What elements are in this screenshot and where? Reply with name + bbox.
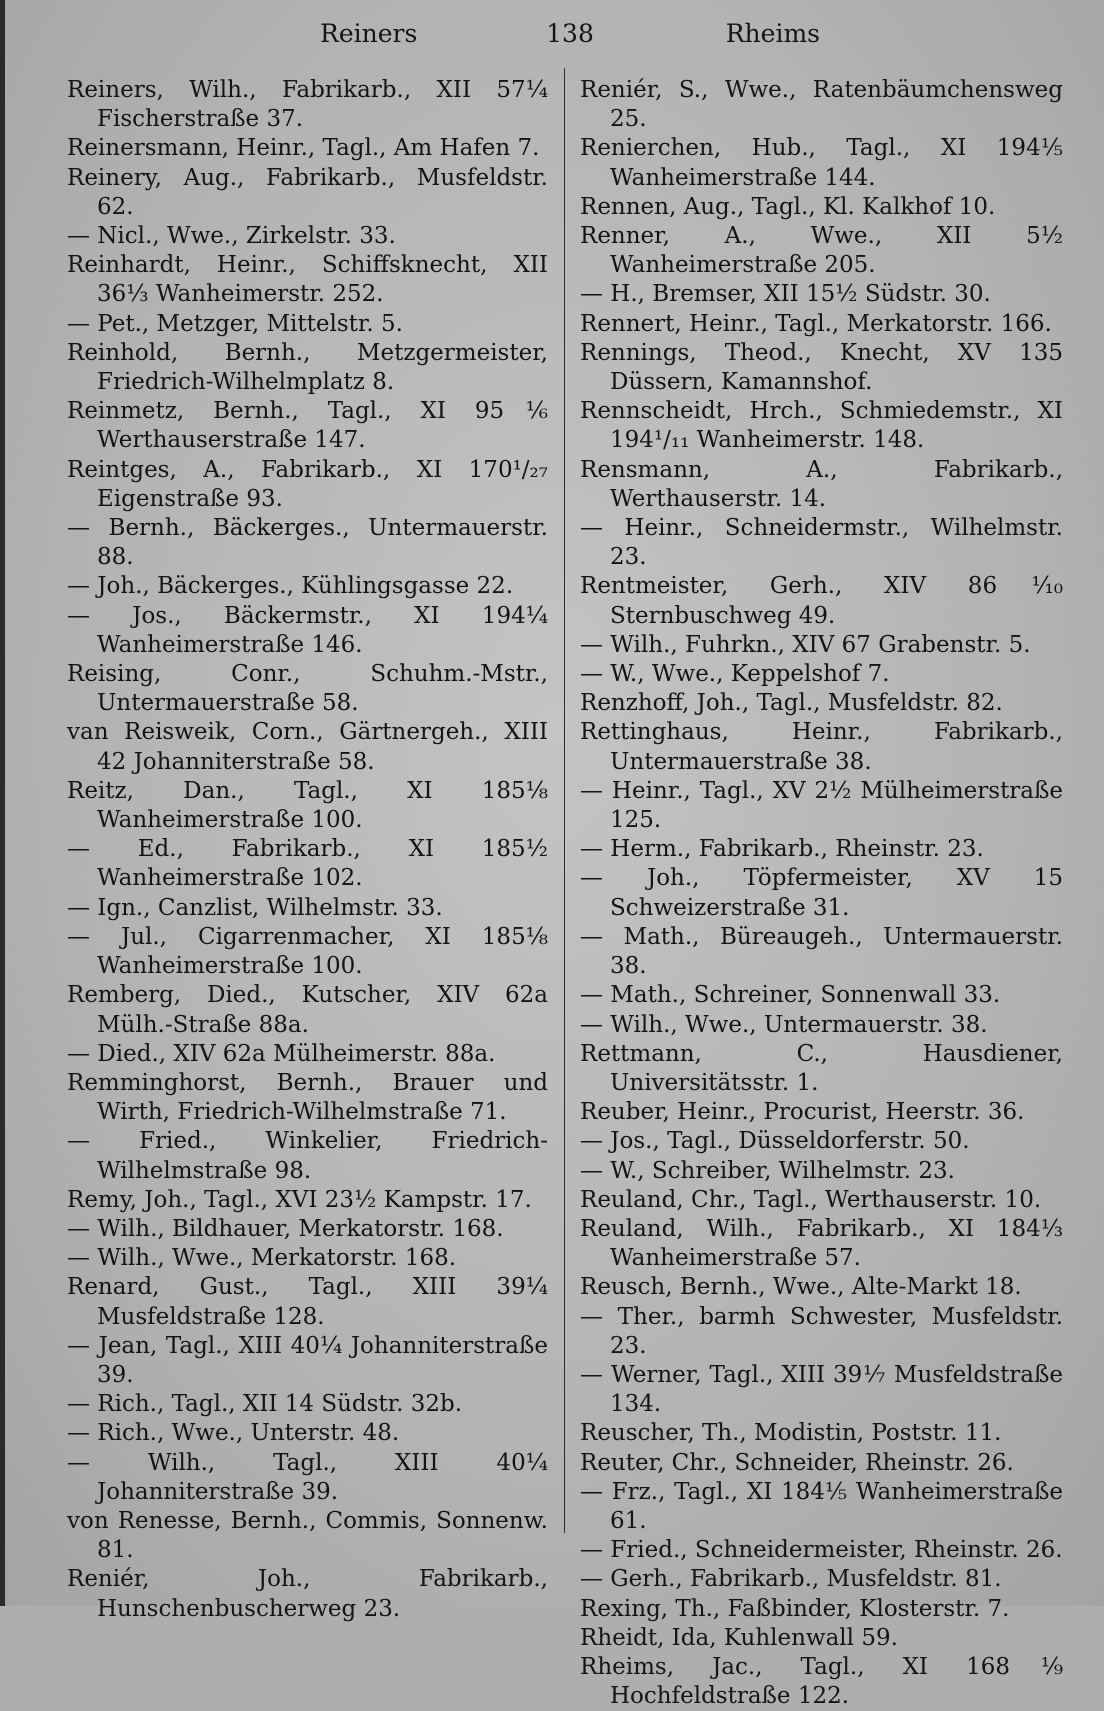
directory-entry: — Math., Büreaugeh., Untermauerstr. 38. xyxy=(580,923,1063,980)
directory-entry: — Wilh., Wwe., Untermauerstr. 38. xyxy=(580,1011,988,1038)
directory-entry: Rettinghaus, Heinr., Fabrikarb., Untermauerstraße 38. xyxy=(580,719,1063,775)
directory-entry: — Werner, Tagl., XIII 39⅐ Musfeldstraße 134. xyxy=(580,1361,1063,1418)
directory-entry: Reuber, Heinr., Procurist, Heerstr. 36. xyxy=(580,1099,1025,1126)
directory-entry: — Heinr., Tagl., XV 2½ Mülheimerstraße 125. xyxy=(580,777,1063,834)
directory-entry: Rentmeister, Gerh., XIV 86⅒ Sternbuschweg 49. xyxy=(580,573,1063,629)
directory-entry: Reuland, Wilh., Fabrikarb., XI 184⅓ Wanheimerstraße 57. xyxy=(580,1215,1063,1272)
directory-entry: — H., Bremser, XII 15½ Südstr. 30. xyxy=(580,281,991,308)
directory-entry: — Gerh., Fabrikarb., Musfeldstr. 81. xyxy=(580,1566,1002,1593)
directory-entry: Reising, Conr., Schuhm.-Mstr., Untermauerstraße 58. xyxy=(67,661,548,717)
directory-entry: Reusch, Bernh., Wwe., Alte-Markt 18. xyxy=(580,1274,1022,1301)
directory-entry: Renzhoff, Joh., Tagl., Musfeldstr. 82. xyxy=(580,690,1003,717)
directory-entry: Rennen, Aug., Tagl., Kl. Kalkhof 10. xyxy=(580,193,996,220)
directory-entry: Rensmann, A., Fabrikarb., Werthauserstr. 14. xyxy=(580,456,1063,512)
directory-entry: — W., Wwe., Keppelshof 7. xyxy=(580,661,890,688)
directory-entry: — W., Schreiber, Wilhelmstr. 23. xyxy=(580,1157,955,1184)
left-column xyxy=(67,76,548,1624)
directory-entry: — Rich., Tagl., XII 14 Südstr. 32b. xyxy=(67,1391,463,1418)
directory-entry: — Ed., Fabrikarb., XI 185½ Wanheimerstraße 102. xyxy=(67,836,548,892)
directory-entry: — Heinr., Schneidermstr., Wilhelmstr. 23. xyxy=(580,515,1063,571)
column-divider xyxy=(564,68,565,1533)
directory-entry: — Nicl., Wwe., Zirkelstr. 33. xyxy=(67,223,396,250)
directory-entry: Reinhold, Bernh., Metzgermeister, Friedrich-Wilhelmplatz 8. xyxy=(67,339,548,396)
directory-entry: Remy, Joh., Tagl., XVI 23½ Kampstr. 17. xyxy=(67,1186,532,1213)
directory-entry: — Fried., Schneidermeister, Rheinstr. 26. xyxy=(580,1537,1063,1564)
directory-entry: Renard, Gust., Tagl., XIII 39¼ Musfeldstraße 128. xyxy=(67,1274,548,1330)
directory-entry: Reuscher, Th., Modistin, Poststr. 11. xyxy=(580,1420,1002,1447)
directory-entry: Reniér, S., Wwe., Ratenbäumchensweg 25. xyxy=(580,77,1063,133)
directory-entry: Rheidt, Ida, Kuhlenwall 59. xyxy=(580,1624,898,1651)
directory-entry: — Ign., Canzlist, Wilhelmstr. 33. xyxy=(67,894,443,921)
directory-entry: Remminghorst, Bernh., Brauer und Wirth, Friedrich-Wilhelmstraße 71. xyxy=(67,1069,548,1126)
directory-entry: Reitz, Dan., Tagl., XI 185⅛ Wanheimerstraße 100. xyxy=(67,777,548,834)
directory-entry: Reinmetz, Bernh., Tagl., XI 95⅙ Werthauserstraße 147. xyxy=(67,398,548,454)
directory-entry: — Jos., Tagl., Düsseldorferstr. 50. xyxy=(580,1128,970,1155)
page-number: 138 xyxy=(546,19,594,48)
directory-entry: — Wilh., Fuhrkn., XIV 67 Grabenstr. 5. xyxy=(580,631,1031,658)
directory-entry: Rennert, Heinr., Tagl., Merkatorstr. 166. xyxy=(580,310,1052,337)
directory-entry: — Joh., Bäckerges., Kühlingsgasse 22. xyxy=(67,573,514,600)
directory-entry: Reiners, Wilh., Fabrikarb., XII 57¼ Fischerstraße 37. xyxy=(67,77,548,133)
directory-entry: — Pet., Metzger, Mittelstr. 5. xyxy=(67,310,403,337)
directory-entry: — Math., Schreiner, Sonnenwall 33. xyxy=(580,982,1001,1009)
directory-entry: Reinhardt, Heinr., Schiffsknecht, XII 36⅓ Wanheimerstr. 252. xyxy=(67,252,548,308)
directory-entry: van Reisweik, Corn., Gärtnergeh., XIII 42 Johanniterstraße 58. xyxy=(67,719,548,775)
directory-entry: Reuland, Chr., Tagl., Werthauserstr. 10. xyxy=(580,1186,1042,1213)
directory-entry: Reinery, Aug., Fabrikarb., Musfeldstr. 62. xyxy=(67,164,548,220)
directory-entry: Renierchen, Hub., Tagl., XI 194⅕ Wanheimerstraße 144. xyxy=(580,135,1063,191)
directory-entry: — Joh., Töpfermeister, XV 15 Schweizerstraße 31. xyxy=(580,865,1063,921)
directory-entry: Rettmann, C., Hausdiener, Universitätsstr. 1. xyxy=(580,1040,1063,1096)
directory-entry: Rexing, Th., Faßbinder, Klosterstr. 7. xyxy=(580,1595,1010,1622)
directory-entry: Reintges, A., Fabrikarb., XI 170¹/₂₇ Eigenstraße 93. xyxy=(67,456,548,512)
header-last-name: Rheims xyxy=(725,19,820,48)
directory-entry: von Renesse, Bernh., Commis, Sonnenw. 81. xyxy=(67,1507,548,1564)
directory-entry: — Rich., Wwe., Unterstr. 48. xyxy=(67,1420,400,1447)
directory-entry: Remberg, Died., Kutscher, XIV 62a Mülh.-Straße 88a. xyxy=(67,982,548,1038)
header-first-name: Reiners xyxy=(320,19,418,48)
directory-entry: — Ther., barmh Schwester, Musfeldstr. 23. xyxy=(580,1303,1063,1359)
directory-entry: — Wilh., Wwe., Merkatorstr. 168. xyxy=(67,1245,457,1272)
directory-entry: — Frz., Tagl., XI 184⅕ Wanheimerstraße 61. xyxy=(580,1478,1063,1534)
directory-entry: Rennings, Theod., Knecht, XV 135 Düssern, Kamannshof. xyxy=(580,339,1063,396)
directory-entry: — Wilh., Bildhauer, Merkatorstr. 168. xyxy=(67,1215,504,1242)
directory-entry: Reuter, Chr., Schneider, Rheinstr. 26. xyxy=(580,1449,1014,1476)
directory-entry: — Fried., Winkelier, Friedrich-Wilhelmstraße 98. xyxy=(67,1128,548,1184)
directory-entry: — Jean, Tagl., XIII 40¼ Johanniterstraße 39. xyxy=(67,1332,548,1388)
directory-entry: — Died., XIV 62a Mülheimerstr. 88a. xyxy=(67,1040,496,1067)
directory-entry: — Jul., Cigarrenmacher, XI 185⅛ Wanheimerstraße 100. xyxy=(67,923,548,980)
directory-entry: Rennscheidt, Hrch., Schmiedemstr., XI 194¹/₁₁ Wanheimerstr. 148. xyxy=(580,398,1063,454)
directory-entry: — Wilh., Tagl., XIII 40¼ Johanniterstraße 39. xyxy=(67,1449,548,1505)
right-column xyxy=(580,76,1063,1711)
directory-entry: — Jos., Bäckermstr., XI 194¼ Wanheimerstraße 146. xyxy=(67,602,548,658)
directory-entry: Reniér, Joh., Fabrikarb., Hunschenbuscherweg 23. xyxy=(67,1566,548,1622)
directory-entry: Reinersmann, Heinr., Tagl., Am Hafen 7. xyxy=(67,135,540,162)
page-header xyxy=(320,16,820,52)
directory-entry: Rheims, Jac., Tagl., XI 168⅑ Hochfeldstraße 122. xyxy=(580,1653,1063,1710)
directory-entry: — Herm., Fabrikarb., Rheinstr. 23. xyxy=(580,836,984,863)
page-edge xyxy=(0,0,5,1606)
directory-entry: Renner, A., Wwe., XII 5½ Wanheimerstraße 205. xyxy=(580,223,1063,279)
directory-entry: — Bernh., Bäckerges., Untermauerstr. 88. xyxy=(67,515,548,571)
